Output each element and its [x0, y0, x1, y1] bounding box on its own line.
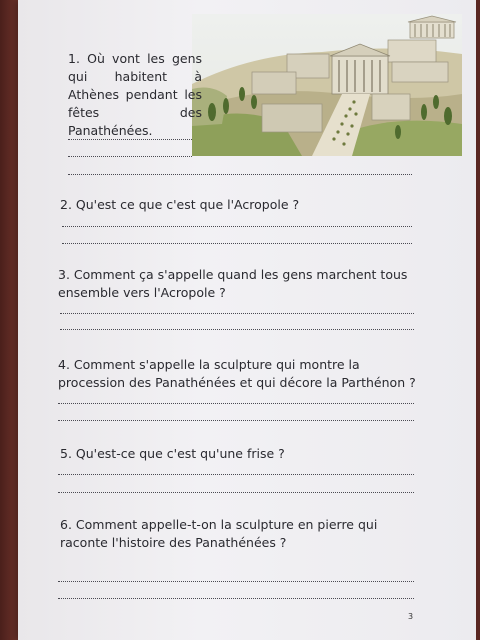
question-6-text: 6. Comment appelle-t-on la sculpture en pierre qui raconte l'histoire des Panathénées ?	[60, 517, 378, 550]
answer-line-6b[interactable]	[58, 598, 414, 599]
answer-line-4b[interactable]	[58, 420, 414, 421]
answer-line-4a[interactable]	[58, 403, 414, 404]
answer-line-1b[interactable]	[68, 156, 192, 157]
question-5-text: 5. Qu'est-ce que c'est qu'une frise ?	[60, 446, 285, 461]
question-2-text: 2. Qu'est ce que c'est que l'Acropole ?	[60, 197, 300, 212]
answer-line-5b[interactable]	[58, 492, 414, 493]
answer-line-1a[interactable]	[68, 139, 192, 140]
answer-line-3b[interactable]	[60, 329, 414, 330]
acropolis-illustration	[192, 14, 462, 156]
answer-line-3a[interactable]	[60, 313, 414, 314]
answer-line-1c[interactable]	[68, 174, 412, 175]
question-1-text: 1. Où vont les gens qui habitent à Athènes pendant les fêtes des Panathénées.	[68, 51, 202, 138]
answer-line-6a[interactable]	[58, 581, 414, 582]
answer-line-5a[interactable]	[58, 474, 414, 475]
answer-line-2b[interactable]	[62, 243, 412, 244]
question-3-text: 3. Comment ça s'appelle quand les gens marchent tous ensemble vers l'Acropole ?	[58, 267, 408, 300]
answer-line-2a[interactable]	[62, 226, 412, 227]
question-4-text: 4. Comment s'appelle la sculpture qui montre la procession des Panathénées et qui décore la Parthénon ?	[58, 357, 416, 390]
page-number: 3	[408, 612, 414, 621]
